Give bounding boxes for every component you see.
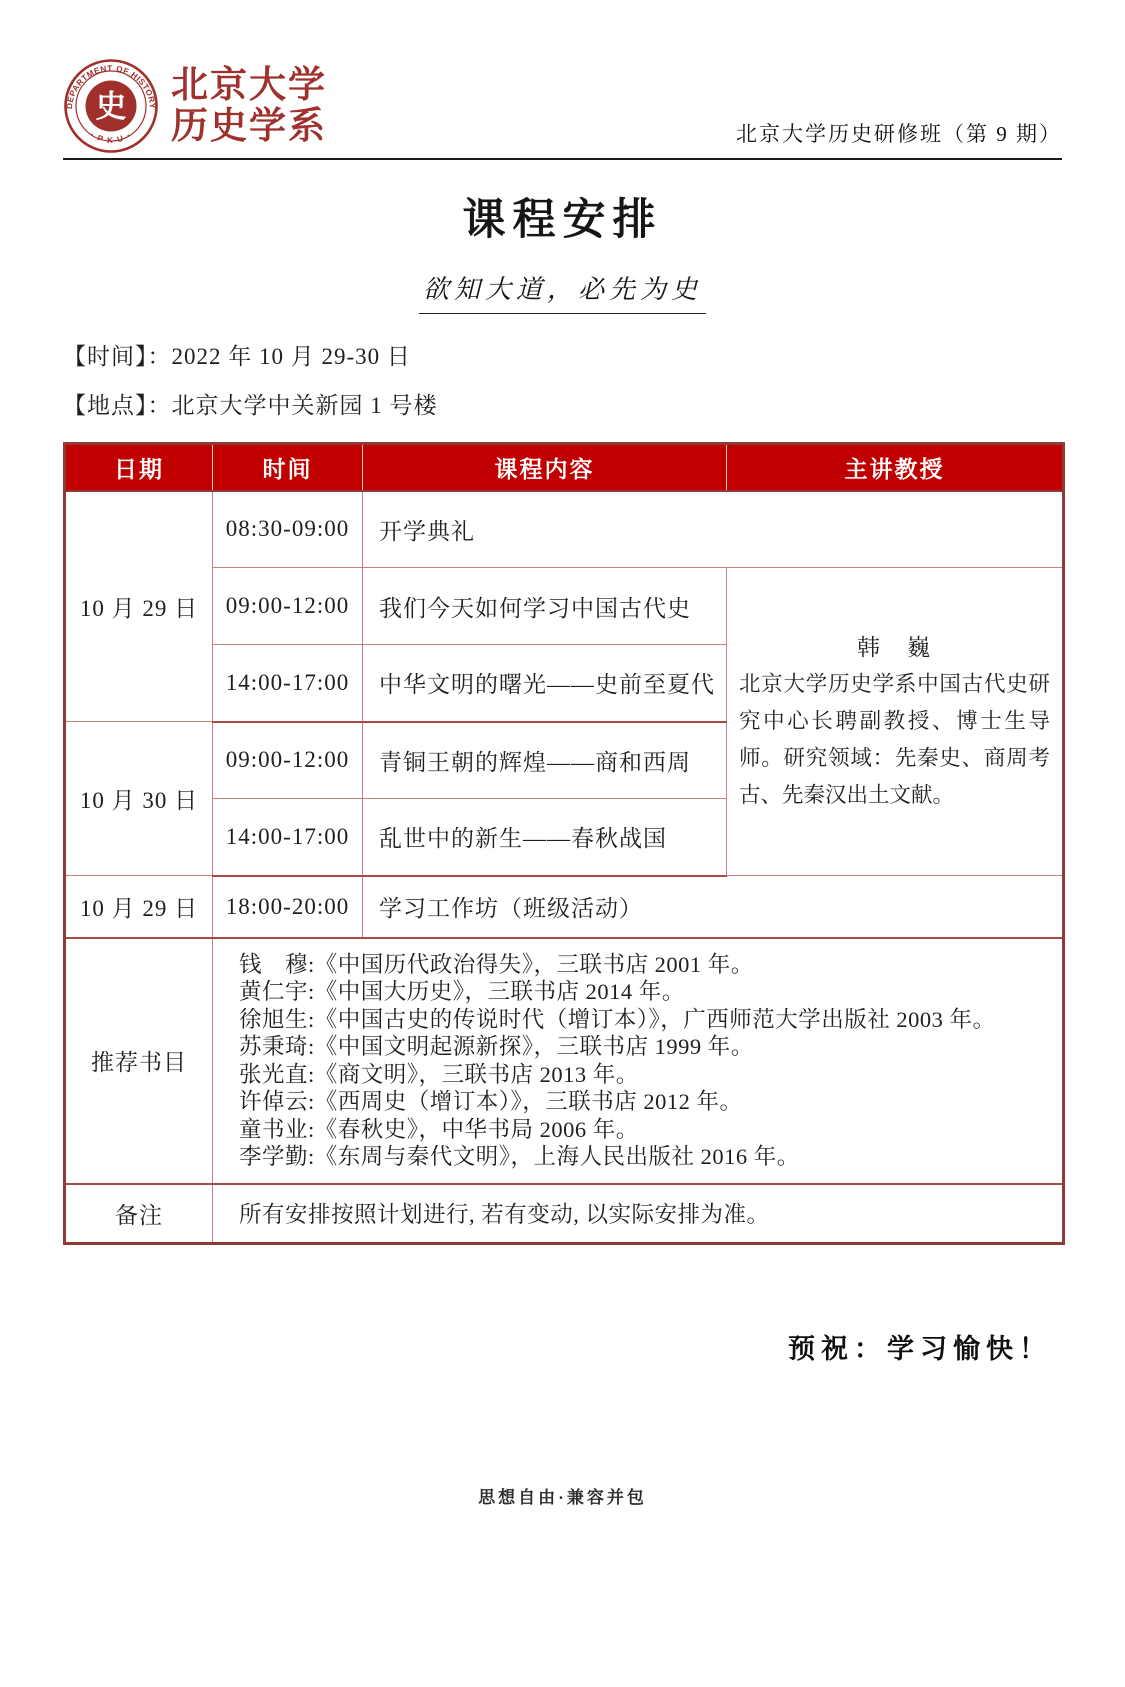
wish-text: 预祝：学习愉快！ xyxy=(788,1334,1052,1364)
professor-bio: 北京大学历史学系中国古代史研究中心长聘副教授、博士生导师。研究领域：先秦史、商周考古、先秦汉出土文献。 xyxy=(739,672,1050,807)
content-cell: 学习工作坊（班级活动） xyxy=(363,876,1064,938)
time-cell: 08:30-09:00 xyxy=(213,491,363,568)
brand-name-line2: 历史学系 xyxy=(171,106,327,147)
brand-block xyxy=(63,58,327,154)
info-time xyxy=(63,338,1062,371)
brand-name-line1: 北京大学 xyxy=(171,64,327,106)
time-cell: 09:00-12:00 xyxy=(213,568,363,645)
footer-motto: 思想自由·兼容并包 xyxy=(478,1488,647,1507)
table-row-books xyxy=(65,938,1064,1184)
info-place-value: 北京大学中关新园 1 号楼 xyxy=(171,393,438,418)
time-cell: 14:00-17:00 xyxy=(213,645,363,722)
book-item: 徐旭生:《中国古史的传说时代（增订本）》，广西师范大学出版社 2003 年。 xyxy=(239,1006,996,1032)
content-cell: 我们今天如何学习中国古代史 xyxy=(363,568,727,645)
date-cell-workshop: 10 月 29 日 xyxy=(65,876,213,938)
schedule-table xyxy=(63,442,1065,1245)
table-row xyxy=(65,568,1064,645)
document-header xyxy=(63,58,1062,156)
table-row-workshop xyxy=(65,876,1064,938)
time-cell: 09:00-12:00 xyxy=(213,722,363,799)
table-row xyxy=(65,491,1064,568)
seal-bottom-text: · P K U · xyxy=(88,130,134,146)
content-cell: 开学典礼 xyxy=(363,491,1064,568)
notes-cell: 所有安排按照计划进行, 若有变动, 以实际安排为准。 xyxy=(213,1184,1064,1244)
date-cell-oct30: 10 月 30 日 xyxy=(65,722,213,876)
seal-top-text: DEPARTMENT OF HISTORY xyxy=(64,63,158,110)
brand-name xyxy=(171,65,327,148)
pku-history-seal-icon xyxy=(63,58,159,154)
date-cell-oct29: 10 月 29 日 xyxy=(65,491,213,722)
professor-cell xyxy=(727,568,1064,876)
course-motto: 欲知大道，必先为史 xyxy=(419,269,706,314)
book-item: 李学勤:《东周与秦代文明》，上海人民出版社 2016 年。 xyxy=(239,1144,800,1169)
time-cell: 18:00-20:00 xyxy=(213,876,363,938)
col-header-date: 日期 xyxy=(65,444,213,491)
book-item: 苏秉琦:《中国文明起源新探》，三联书店 1999 年。 xyxy=(239,1034,754,1059)
book-item: 童书业:《春秋史》，中华书局 2006 年。 xyxy=(239,1116,639,1142)
page-title: 课程安排 xyxy=(462,196,663,244)
info-place xyxy=(63,387,1062,420)
table-header-row xyxy=(65,444,1064,491)
seal-center-glyph: 史 xyxy=(95,89,127,124)
book-item: 许倬云:《西周史（增订本）》，三联书店 2012 年。 xyxy=(239,1089,743,1114)
info-time-label: 【时间】： xyxy=(63,344,172,369)
book-item: 黄仁宇:《中国大历史》，三联书店 2014 年。 xyxy=(239,979,685,1004)
book-item: 张光直:《商文明》，三联书店 2013 年。 xyxy=(239,1061,639,1087)
info-time-value: 2022 年 10 月 29-30 日 xyxy=(171,344,411,369)
book-item: 钱 穆:《中国历代政治得失》，三联书店 2001 年。 xyxy=(239,951,754,977)
col-header-content: 课程内容 xyxy=(363,444,727,491)
course-motto-wrap xyxy=(63,269,1062,314)
col-header-professor: 主讲教授 xyxy=(727,444,1064,491)
content-cell: 青铜王朝的辉煌——商和西周 xyxy=(363,722,727,799)
table-row-notes xyxy=(65,1184,1064,1244)
svg-text:· P K U · xyxy=(89,130,134,145)
header-divider xyxy=(63,158,1062,160)
time-cell: 14:00-17:00 xyxy=(213,799,363,876)
recommended-books-label: 推荐书目 xyxy=(65,938,213,1184)
professor-name: 韩 巍 xyxy=(857,635,932,661)
col-header-time: 时间 xyxy=(213,444,363,491)
program-name-text: 北京大学历史研修班（第 9 期） xyxy=(736,122,1062,146)
info-place-label: 【地点】： xyxy=(63,393,172,418)
content-cell: 乱世中的新生——春秋战国 xyxy=(363,799,727,876)
content-cell: 中华文明的曙光——史前至夏代 xyxy=(363,645,727,722)
recommended-books-cell xyxy=(213,938,1064,1184)
notes-label: 备注 xyxy=(65,1184,213,1244)
